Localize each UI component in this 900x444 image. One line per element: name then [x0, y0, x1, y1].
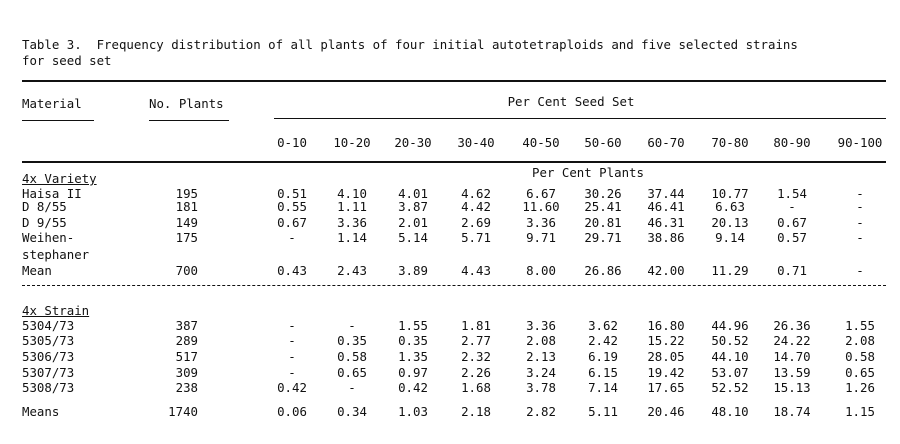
row-value: 0.42: [277, 380, 307, 395]
seed-set-header-rule: [274, 118, 886, 119]
bin-header-50-60: 50-60: [584, 135, 622, 150]
row-value: 38.86: [647, 230, 685, 245]
row-value: 4.01: [398, 186, 428, 201]
row-value: 26.36: [773, 318, 811, 333]
row-material-continued: stephaner: [22, 247, 90, 262]
row-value: 3.36: [526, 215, 556, 230]
row-value: -: [856, 215, 864, 230]
row-material: 5305/73: [22, 333, 75, 348]
row-value: 0.58: [337, 349, 367, 364]
row-value: 37.44: [647, 186, 685, 201]
section-title: 4x Variety: [22, 171, 97, 186]
row-value: 2.18: [461, 404, 491, 419]
row-value: 46.31: [647, 215, 685, 230]
table-caption-line2: for seed set: [22, 53, 112, 68]
row-value: 3.89: [398, 263, 428, 278]
row-value: 15.22: [647, 333, 685, 348]
row-value: 46.41: [647, 199, 685, 214]
bin-header-30-40: 30-40: [457, 135, 495, 150]
row-value: 5.11: [588, 404, 618, 419]
row-plant-count: 309: [175, 365, 198, 380]
row-material: 5308/73: [22, 380, 75, 395]
row-material: 5304/73: [22, 318, 75, 333]
row-value: 2.01: [398, 215, 428, 230]
row-value: 6.15: [588, 365, 618, 380]
row-value: 25.41: [584, 199, 622, 214]
row-material: Weihen-: [22, 230, 75, 245]
row-value: 3.62: [588, 318, 618, 333]
row-value: 0.57: [777, 230, 807, 245]
row-value: 1.54: [777, 186, 807, 201]
row-value: 19.42: [647, 365, 685, 380]
row-material: D 9/55: [22, 215, 67, 230]
bin-header-0-10: 0-10: [277, 135, 307, 150]
row-value: -: [288, 365, 296, 380]
row-value: -: [288, 230, 296, 245]
row-value: 17.65: [647, 380, 685, 395]
row-value: 2.08: [845, 333, 875, 348]
row-value: 2.69: [461, 215, 491, 230]
row-value: -: [856, 230, 864, 245]
row-value: 50.52: [711, 333, 749, 348]
row-value: 4.42: [461, 199, 491, 214]
row-value: 1.81: [461, 318, 491, 333]
row-value: 1.35: [398, 349, 428, 364]
row-value: 1.14: [337, 230, 367, 245]
row-plant-count: 517: [175, 349, 198, 364]
row-value: 2.32: [461, 349, 491, 364]
row-value: 0.42: [398, 380, 428, 395]
row-material: 5306/73: [22, 349, 75, 364]
row-value: 6.19: [588, 349, 618, 364]
row-material: 5307/73: [22, 365, 75, 380]
row-value: 6.63: [715, 199, 745, 214]
bin-header-80-90: 80-90: [773, 135, 811, 150]
row-value: 5.14: [398, 230, 428, 245]
row-value: -: [856, 263, 864, 278]
row-value: -: [788, 199, 796, 214]
row-value: 0.67: [777, 215, 807, 230]
row-value: 15.13: [773, 380, 811, 395]
bin-header-40-50: 40-50: [522, 135, 560, 150]
row-value: 3.24: [526, 365, 556, 380]
row-value: 4.62: [461, 186, 491, 201]
row-value: 9.71: [526, 230, 556, 245]
row-value: -: [288, 349, 296, 364]
row-value: 14.70: [773, 349, 811, 364]
no-plants-header: No. Plants: [149, 96, 224, 111]
row-plant-count: 195: [175, 186, 198, 201]
bin-header-70-80: 70-80: [711, 135, 749, 150]
row-value: 3.78: [526, 380, 556, 395]
row-value: 5.71: [461, 230, 491, 245]
row-value: 9.14: [715, 230, 745, 245]
row-plant-count: 175: [175, 230, 198, 245]
row-value: 4.43: [461, 263, 491, 278]
row-value: 13.59: [773, 365, 811, 380]
row-value: -: [288, 333, 296, 348]
row-plant-count: 289: [175, 333, 198, 348]
row-value: 2.08: [526, 333, 556, 348]
row-value: 0.58: [845, 349, 875, 364]
row-value: -: [856, 199, 864, 214]
row-value: 2.77: [461, 333, 491, 348]
row-value: -: [348, 318, 356, 333]
row-value: 20.46: [647, 404, 685, 419]
row-value: 0.71: [777, 263, 807, 278]
row-value: 0.97: [398, 365, 428, 380]
bin-header-20-30: 20-30: [394, 135, 432, 150]
row-value: 6.67: [526, 186, 556, 201]
row-value: 3.36: [337, 215, 367, 230]
row-plant-count: 387: [175, 318, 198, 333]
row-value: 20.13: [711, 215, 749, 230]
row-value: 0.35: [337, 333, 367, 348]
bin-header-10-20: 10-20: [333, 135, 371, 150]
row-plant-count: 181: [175, 199, 198, 214]
row-material: Haisa II: [22, 186, 82, 201]
row-value: 18.74: [773, 404, 811, 419]
row-value: 0.43: [277, 263, 307, 278]
row-value: 1.03: [398, 404, 428, 419]
table-caption-line1: Table 3. Frequency distribution of all plants of four initial autotetraploids and five selected strains: [22, 37, 798, 52]
row-value: 8.00: [526, 263, 556, 278]
row-value: 2.42: [588, 333, 618, 348]
row-value: 1.11: [337, 199, 367, 214]
header-bottom-rule: [22, 161, 886, 163]
row-value: 2.43: [337, 263, 367, 278]
row-value: 44.10: [711, 349, 749, 364]
row-plant-count: 238: [175, 380, 198, 395]
row-value: 3.36: [526, 318, 556, 333]
row-plant-count: 1740: [168, 404, 198, 419]
row-value: -: [288, 318, 296, 333]
row-value: 2.26: [461, 365, 491, 380]
bin-header-90-100: 90-100: [837, 135, 883, 150]
row-value: 52.52: [711, 380, 749, 395]
row-value: 2.13: [526, 349, 556, 364]
row-value: 0.06: [277, 404, 307, 419]
row-value: 30.26: [584, 186, 622, 201]
row-value: 3.87: [398, 199, 428, 214]
row-value: 10.77: [711, 186, 749, 201]
row-value: 28.05: [647, 349, 685, 364]
row-value: 0.35: [398, 333, 428, 348]
row-value: 26.86: [584, 263, 622, 278]
row-material: D 8/55: [22, 199, 67, 214]
row-value: 4.10: [337, 186, 367, 201]
row-value: -: [348, 380, 356, 395]
table-top-rule: [22, 80, 886, 82]
row-value: 1.55: [845, 318, 875, 333]
bin-header-60-70: 60-70: [647, 135, 685, 150]
row-value: 24.22: [773, 333, 811, 348]
row-value: 44.96: [711, 318, 749, 333]
row-material: Mean: [22, 263, 52, 278]
row-value: 11.29: [711, 263, 749, 278]
row-value: 0.65: [337, 365, 367, 380]
row-value: 53.07: [711, 365, 749, 380]
row-value: 0.34: [337, 404, 367, 419]
per-cent-plants-header: Per Cent Plants: [532, 165, 644, 180]
row-value: -: [856, 186, 864, 201]
no-plants-header-underline: [149, 120, 229, 121]
row-value: 29.71: [584, 230, 622, 245]
row-value: 2.82: [526, 404, 556, 419]
per-cent-seed-set-header: Per Cent Seed Set: [507, 94, 635, 109]
row-value: 16.80: [647, 318, 685, 333]
row-value: 7.14: [588, 380, 618, 395]
row-value: 1.26: [845, 380, 875, 395]
row-value: 11.60: [522, 199, 560, 214]
row-plant-count: 149: [175, 215, 198, 230]
material-header-underline: [22, 120, 94, 121]
row-value: 20.81: [584, 215, 622, 230]
row-value: 48.10: [711, 404, 749, 419]
row-value: 42.00: [647, 263, 685, 278]
row-value: 0.55: [277, 199, 307, 214]
row-value: 0.51: [277, 186, 307, 201]
row-material: Means: [22, 404, 60, 419]
row-value: 1.15: [845, 404, 875, 419]
row-value: 1.68: [461, 380, 491, 395]
material-header: Material: [22, 96, 82, 111]
section-title: 4x Strain: [22, 303, 90, 318]
row-value: 1.55: [398, 318, 428, 333]
section-separator: [22, 285, 886, 286]
row-value: 0.65: [845, 365, 875, 380]
row-plant-count: 700: [175, 263, 198, 278]
row-value: 0.67: [277, 215, 307, 230]
